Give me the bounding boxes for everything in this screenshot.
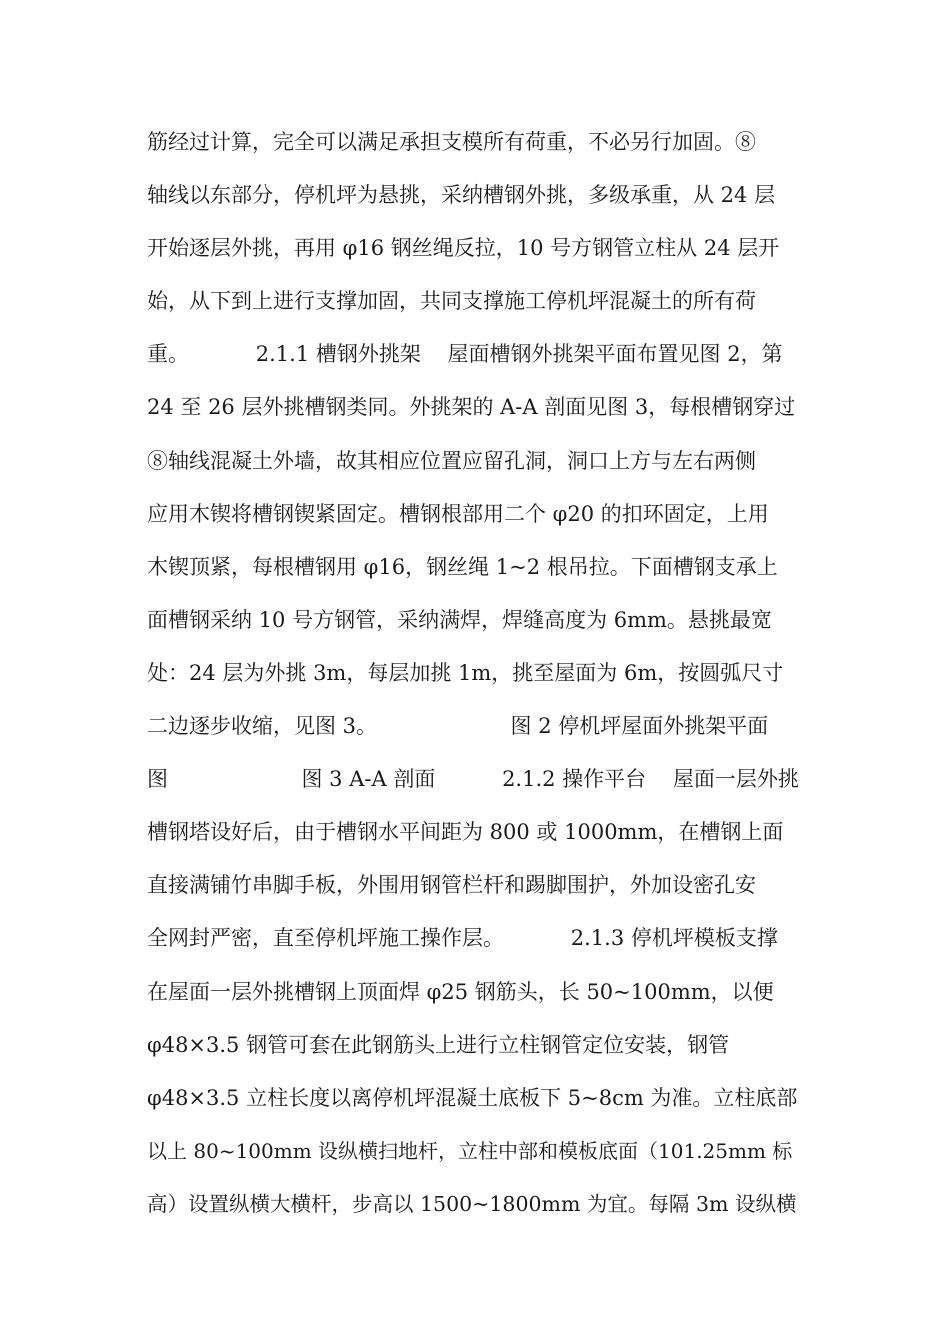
text-line: 直接满铺竹串脚手板，外围用钢管栏杆和踢脚围护，外加设密孔安 (147, 873, 756, 898)
text-line: 24 至 26 层外挑槽钢类同。外挑架的 A-A 剖面见图 3，每根槽钢穿过 (147, 395, 796, 420)
text-line: 图 图 3 A-A 剖面 2.1.2 操作平台 屋面一层外挑 (147, 767, 799, 792)
text-line: 筋经过计算，完全可以满足承担支模所有荷重，不必另行加固。⑧ (147, 130, 756, 154)
text-line: 面槽钢采纳 10 号方钢管，采纳满焊，焊缝高度为 6mm。悬挑最宽 (147, 607, 772, 632)
text-line: 槽钢塔设好后，由于槽钢水平间距为 800 或 1000mm，在槽钢上面 (147, 820, 784, 845)
text-line: 在屋面一层外挑槽钢上顶面焊 φ25 钢筋头，长 50~100mm，以便 (147, 979, 774, 1004)
text-line: 应用木锲将槽钢锲紧固定。槽钢根部用二个 φ20 的扣环固定，上用 (147, 501, 769, 526)
text-line: 轴线以东部分，停机坪为悬挑，采纳槽钢外挑，多级承重，从 24 层 (147, 183, 776, 208)
text-line: φ48×3.5 钢管可套在此钢筋头上进行立柱钢管定位安装，钢管 (147, 1032, 730, 1057)
text-line: 高）设置纵横大横杆，步高以 1500~1800mm 为宜。每隔 3m 设纵横 (147, 1191, 797, 1216)
text-line: ⑧轴线混凝土外墙，故其相应位置应留孔洞，洞口上方与左右两侧 (147, 448, 756, 473)
text-line: 木锲顶紧，每根槽钢用 φ16，钢丝绳 1~2 根吊拉。下面槽钢支承上 (147, 554, 778, 579)
text-line: φ48×3.5 立柱长度以离停机坪混凝土底板下 5~8cm 为准。立柱底部 (147, 1085, 798, 1110)
text-line: 始，从下到上进行支撑加固，共同支撑施工停机坪混凝土的所有荷 (147, 289, 756, 314)
text-line: 以上 80~100mm 设纵横扫地杆，立柱中部和模板底面（101.25mm 标 (147, 1138, 793, 1163)
text-line: 全网封严密，直至停机坪施工操作层。 2.1.3 停机坪模板支撑 (147, 926, 778, 951)
text-line: 开始逐层外挑，再用 φ16 钢丝绳反拉，10 号方钢管立柱从 24 层开 (147, 236, 780, 261)
body-paragraph (147, 116, 807, 1231)
text-line: 处：24 层为外挑 3m，每层加挑 1m，挑至屋面为 6m，按圆弧尺寸 (147, 660, 784, 685)
text-line: 重。 2.1.1 槽钢外挑架 屋面槽钢外挑架平面布置见图 2，第 (147, 342, 783, 367)
text-line: 二边逐步收缩，见图 3。 图 2 停机坪屋面外挑架平面 (147, 714, 769, 739)
